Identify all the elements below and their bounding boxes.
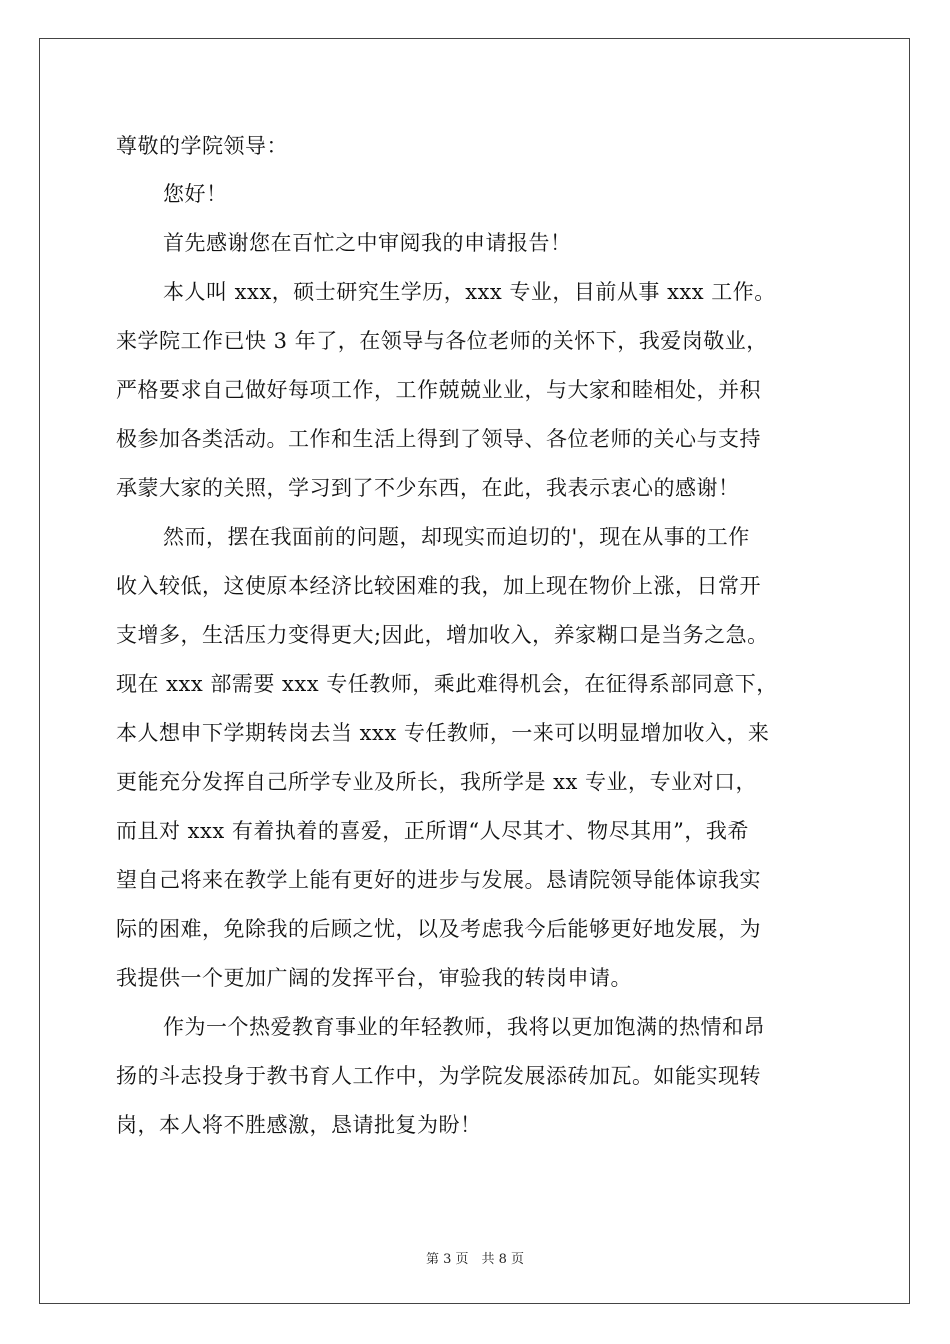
body-line: 本人想申下学期转岗去当 xxx 专任教师，一来可以明显增加收入，来 [116,721,770,745]
body-line: 本人叫 xxx，硕士研究生学历，xxx 专业，目前从事 xxx 工作。 [163,280,776,304]
body-line: 承蒙大家的关照，学习到了不少东西，在此，我表示衷心的感谢！ [116,476,740,500]
body-line: 作为一个热爱教育事业的年轻教师，我将以更加饱满的热情和昂 [163,1015,765,1039]
body-line: 严格要求自己做好每项工作，工作兢兢业业，与大家和睦相处，并积 [116,378,761,402]
body-line: 更能充分发挥自己所学专业及所长，我所学是 xx 专业，专业对口， [116,770,758,794]
body-line: 首先感谢您在百忙之中审阅我的申请报告！ [163,231,572,255]
greeting: 您好！ [163,182,228,206]
body-line: 际的困难，免除我的后顾之忧，以及考虑我今后能够更好地发展，为 [116,917,761,941]
body-line: 现在 xxx 部需要 xxx 专任教师，乘此难得机会，在征得系部同意下， [116,672,778,696]
body-line: 支增多，生活压力变得更大;因此，增加收入，养家糊口是当务之急。 [116,623,769,647]
body-line: 收入较低，这使原本经济比较困难的我，加上现在物价上涨，日常开 [116,574,761,598]
body-line: 而且对 xxx 有着执着的喜爱，正所谓“人尽其才、物尽其用”，我希 [116,819,749,843]
body-line: 望自己将来在教学上能有更好的进步与发展。恳请院领导能体谅我实 [116,868,761,892]
page-number: 第 3 页 共 8 页 [425,1252,525,1267]
body-line: 我提供一个更加广阔的发挥平台，审验我的转岗申请。 [116,966,632,990]
salutation: 尊敬的学院领导： [116,134,288,158]
body-line: 然而，摆在我面前的问题，却现实而迫切的'，现在从事的工作 [163,525,750,549]
body-line: 扬的斗志投身于教书育人工作中，为学院发展添砖加瓦。如能实现转 [116,1064,761,1088]
body-line: 极参加各类活动。工作和生活上得到了领导、各位老师的关心与支持 [116,427,761,451]
body-line: 来学院工作已快 3 年了，在领导与各位老师的关怀下，我爱岗敬业， [116,329,768,353]
body-line: 岗，本人将不胜感激，恳请批复为盼！ [116,1113,482,1137]
